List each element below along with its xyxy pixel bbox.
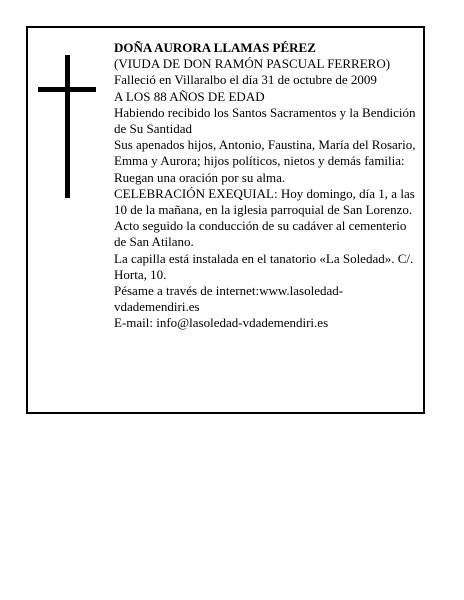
celebration-line: CELEBRACIÓN EXEQUIAL: Hoy domingo, día 1, a las 10 de la mañana, en la iglesia parroquial de San Lorenzo. Acto seguido la conducción de su cadáver al cementerio de San Atilano. bbox=[114, 185, 415, 250]
death-line: Falleció en Villaralbo el día 31 de octubre de 2009 bbox=[114, 72, 377, 88]
family-line: Sus apenados hijos, Antonio, Faustina, María del Rosario, Emma y Aurora; hijos políticos, nietos y demás familia: bbox=[114, 137, 416, 169]
cross-icon bbox=[38, 55, 96, 198]
age-line: A LOS 88 AÑOS DE EDAD bbox=[114, 88, 265, 104]
condolences-line: Pésame a través de internet:www.lasoledad-vdademendiri.es bbox=[114, 283, 344, 315]
email-line: E-mail: info@lasoledad-vdademendiri.es bbox=[114, 315, 329, 331]
deceased-name: DOÑA AURORA LLAMAS PÉREZ bbox=[114, 40, 316, 55]
prayer-line: Ruegan una oración por su alma. bbox=[114, 169, 286, 185]
chapel-line: La capilla está instalada en el tanatorio «La Soledad». C/. Horta, 10. bbox=[114, 250, 414, 282]
obituary-notice bbox=[26, 26, 425, 414]
sacraments-line: Habiendo recibido los Santos Sacramentos y la Bendición de Su Santidad bbox=[114, 104, 416, 137]
widow-of-line: (VIUDA DE DON RAMÓN PASCUAL FERRERO) bbox=[114, 56, 391, 72]
notice-text bbox=[114, 40, 419, 332]
